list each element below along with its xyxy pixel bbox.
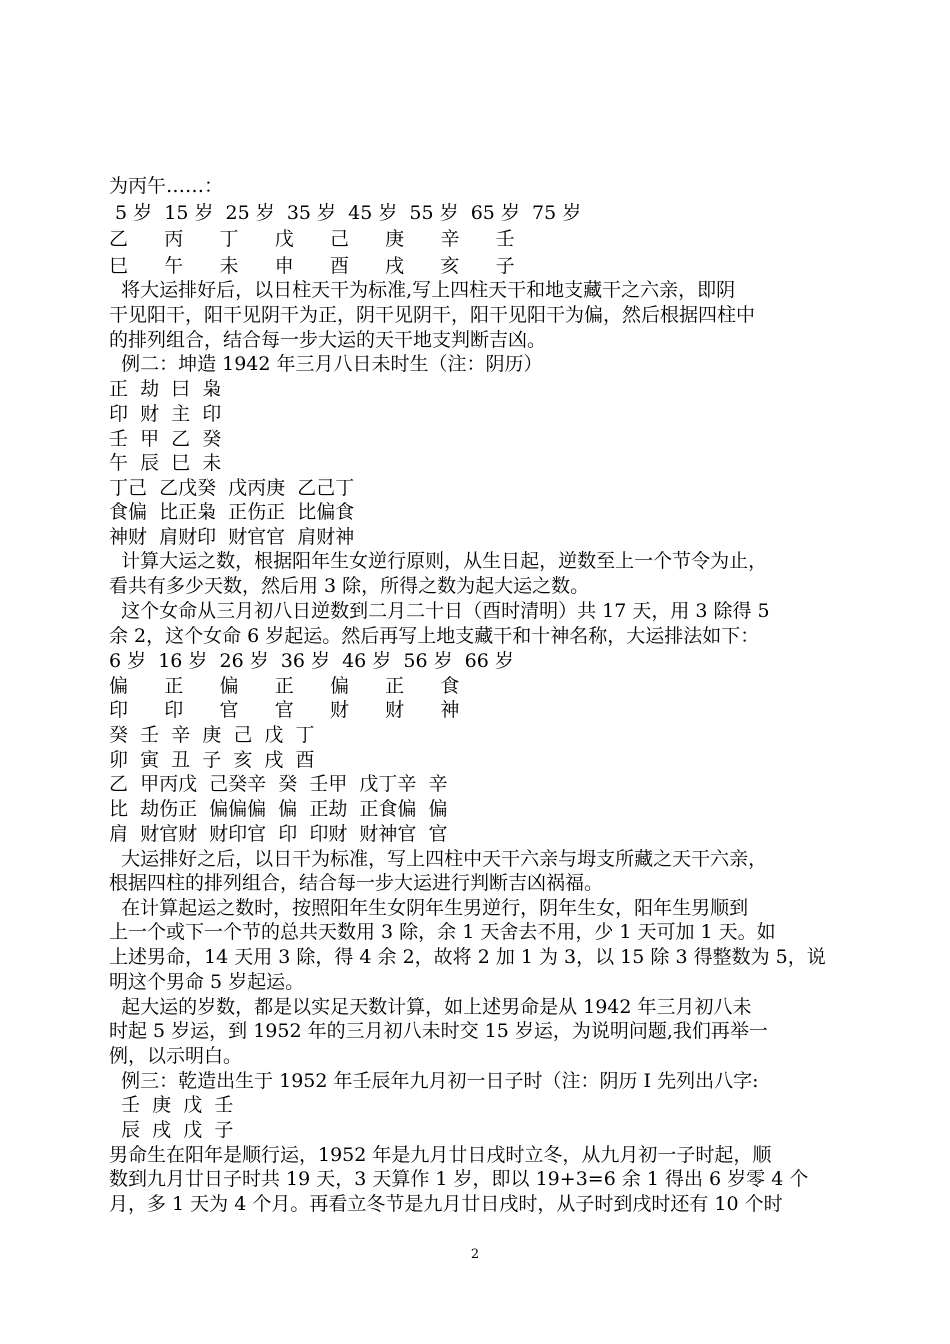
text-line: 起大运的岁数，都是以实足天数计算，如上述男命是从 1942 年三月初八未 (109, 996, 752, 1018)
text-line: 干见阳干，阳干见阴干为正，阴干见阴干，阳干见阳干为偏，然后根据四柱中 (109, 304, 756, 326)
text-line: 印 财 主 印 (109, 403, 222, 425)
text-line: 余 2，这个女命 6 岁起运。然后再写上地支藏干和十神名称，大运排法如下： (109, 625, 760, 647)
text-line: 辰 戌 戊 子 (109, 1119, 234, 1141)
text-line: 看共有多少天数，然后用 3 除，所得之数为起大运之数。 (109, 575, 590, 597)
text-line: 食偏 比正枭 正伤正 比偏食 (109, 501, 355, 523)
text-line: 男命生在阳年是顺行运，1952 年是九月廿日戌时立冬，从九月初一子时起，顺 (109, 1144, 772, 1166)
text-line: 乙 丙 丁 戊 己 庚 辛 壬 (109, 228, 515, 250)
text-line: 大运排好之后，以日干为标准，写上四柱中天干六亲与坶支所藏之天干六亲， (109, 848, 768, 870)
text-line: 巳 午 未 申 酉 戌 亥 子 (109, 255, 515, 277)
text-line: 将大运排好后，以日柱天干为标准,写上四柱天干和地支藏干之六亲，即阴 (109, 279, 736, 301)
text-line: 计算大运之数，根据阳年生女逆行原则，从生日起，逆数至上一个节令为止， (109, 550, 768, 572)
text-line: 例，以示明白。 (109, 1045, 243, 1067)
text-line: 明这个男命 5 岁起运。 (109, 971, 305, 993)
text-line: 癸 壬 辛 庚 己 戊 丁 (109, 724, 315, 746)
page-number: 2 (470, 1247, 480, 1262)
text-line: 比 劫伤正 偏偏偏 偏 正劫 正食偏 偏 (109, 798, 448, 820)
text-line: 正 劫 曰 枭 (109, 378, 222, 400)
text-line: 壬 庚 戊 壬 (109, 1094, 234, 1116)
text-line: 丁己 乙戊癸 戊丙庚 乙己丁 (109, 477, 355, 499)
text-line: 根据四柱的排列组合，结合每一步大运进行判断吉凶祸福。 (109, 872, 604, 894)
text-line: 印 印 官 官 财 财 神 (109, 699, 460, 721)
text-line: 为丙午……： (109, 175, 224, 197)
text-line: 例三：乾造出生于 1952 年壬辰年九月初一日子时（注：阴历 I 先列出八字: (109, 1070, 759, 1092)
text-line: 上一个或下一个节的总共天数用 3 除，余 1 天舍去不用，少 1 天可加 1 天。如 (109, 921, 776, 943)
text-line: 上述男命，14 天用 3 除，得 4 余 2，故将 2 加 1 为 3，以 15 除 3 得整数为 5，说 (109, 946, 826, 968)
text-line: 月，多 1 天为 4 个月。再看立冬节是九月廿日戌时，从子时到戌时还有 10 个时 (109, 1193, 783, 1215)
text-line: 例二：坤造 1942 年三月八日未时生（注：阴历） (109, 353, 543, 375)
text-line: 在计算起运之数时，按照阳年生女阴年生男逆行，阴年生女，阳年生男顺到 (109, 897, 749, 919)
text-line: 卯 寅 丑 子 亥 戌 酉 (109, 749, 315, 771)
text-line: 这个女命从三月初八日逆数到二月二十日（酉时清明）共 17 天，用 3 除得 5 (109, 600, 770, 622)
text-line: 偏 正 偏 正 偏 正 食 (109, 675, 460, 697)
text-line: 数到九月廿日子时共 19 天，3 天算作 1 岁，即以 19+3=6 余 1 得出 6 岁零 4 个 (109, 1168, 809, 1190)
text-line: 乙 甲丙戊 己癸辛 癸 壬甲 戊丁辛 辛 (109, 773, 448, 795)
text-line: 壬 甲 乙 癸 (109, 428, 222, 450)
text-line: 肩 财官财 财印官 印 印财 财神官 官 (109, 823, 448, 845)
text-line: 的排列组合，结合每一步大运的天干地支判断吉凶。 (109, 329, 547, 351)
text-line: 午 辰 巳 未 (109, 452, 222, 474)
text-line: 时起 5 岁运，到 1952 年的三月初八未时交 15 岁运，为说明问题,我们再举一 (109, 1020, 768, 1042)
text-line: 6 岁 16 岁 26 岁 36 岁 46 岁 56 岁 66 岁 (109, 650, 514, 672)
text-line: 神财 肩财印 财官官 肩财神 (109, 526, 355, 548)
text-line: 5 岁 15 岁 25 岁 35 岁 45 岁 55 岁 65 岁 75 岁 (109, 202, 582, 224)
